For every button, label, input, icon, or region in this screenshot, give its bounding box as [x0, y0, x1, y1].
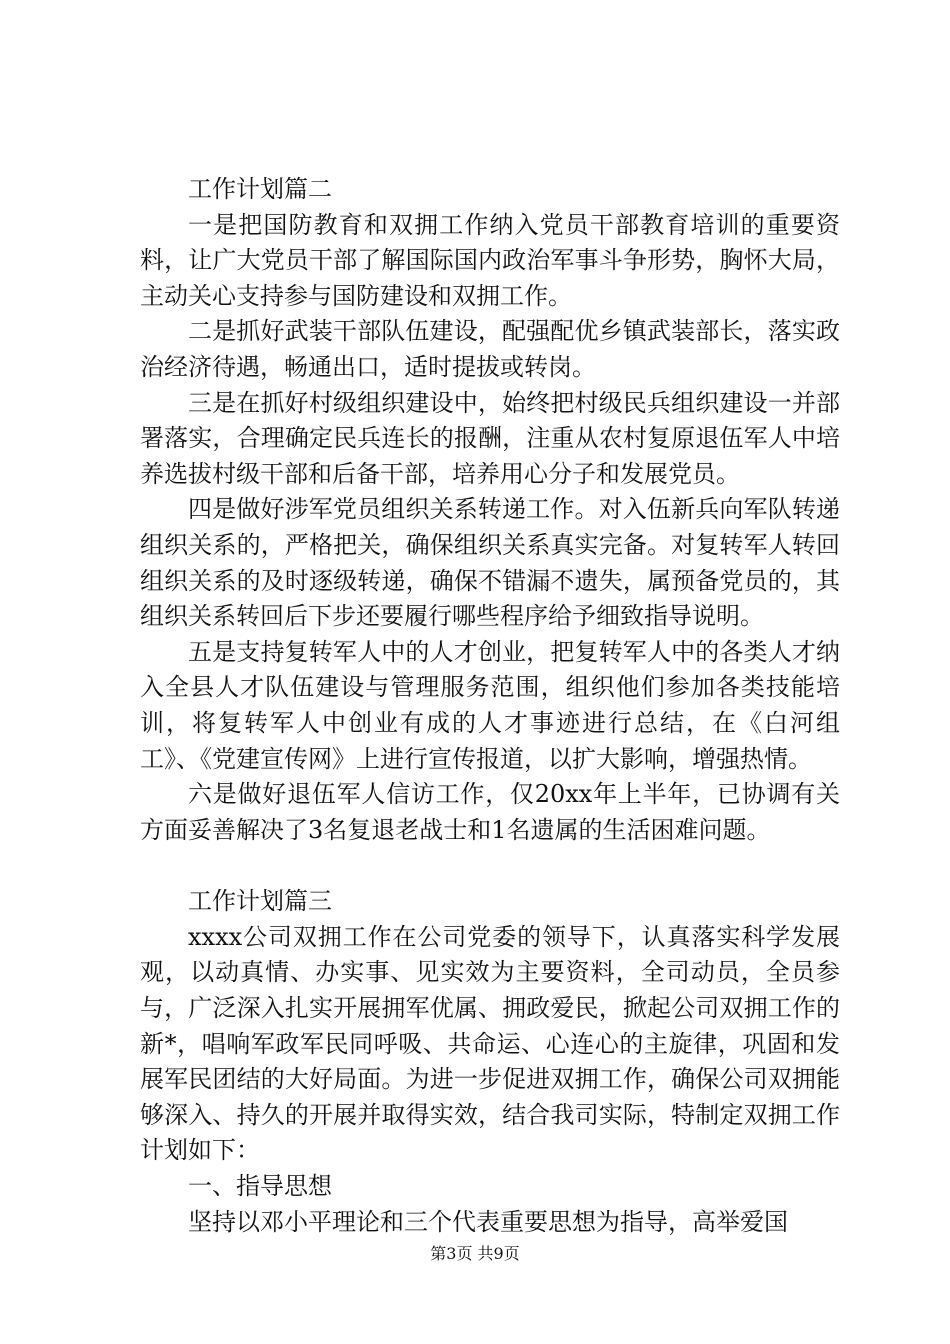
paragraph: xxxx公司双拥工作在公司党委的领导下，认真落实科学发展观，以动真情、办实事、见实效为主要资料，全司动员，全员参与，广泛深入扎实开展拥军优属、拥政爱民，掀起公司双拥工作的新*，唱响军政军民同呼吸、共命运、心连心的主旋律，巩固和发展军民团结的大好局面。为进一步促进双拥工作，确保公司双拥能够深入、持久的开展并取得实效，结合我司实际，特制定双拥工作计划如下：	[140, 922, 840, 1165]
subheading: 一、指导思想	[188, 1172, 332, 1201]
paragraph: 二是抓好武装干部队伍建设，配强配优乡镇武装部长，落实政治经济待遇，畅通出口，适时提拔或转岗。	[140, 317, 840, 381]
section-heading: 工作计划篇二	[188, 175, 332, 203]
page-number-footer: 第3页 共9页	[430, 1244, 520, 1263]
paragraph: 三是在抓好村级组织建设中，始终把村级民兵组织建设一并部署落实，合理确定民兵连长的报酬，注重从农村复原退伍军人中培养选拔村级干部和后备干部，培养用心分子和发展党员。	[140, 388, 840, 488]
document-body	[140, 172, 840, 1240]
paragraph: 坚持以邓小平理论和三个代表重要思想为指导，高举爱国	[188, 1207, 788, 1236]
paragraph: 一是把国防教育和双拥工作纳入党员干部教育培训的重要资料，让广大党员干部了解国际国内政治军事斗争形势，胸怀大局，主动关心支持参与国防建设和双拥工作。	[140, 210, 840, 310]
paragraph: 四是做好涉军党员组织关系转递工作。对入伍新兵向军队转递组织关系的，严格把关，确保组织关系真实完备。对复转军人转回组织关系的及时逐级转递，确保不错漏不遗失，属预备党员的，其组织关系转回后下步还要履行哪些程序给予细致指导说明。	[140, 495, 840, 631]
paragraph: 五是支持复转军人中的人才创业，把复转军人中的各类人才纳入全县人才队伍建设与管理服务范围，组织他们参加各类技能培训，将复转军人中创业有成的人才事迹进行总结，在《白河组工》、《党建宣传网》上进行宣传报道，以扩大影响，增强热情。	[140, 637, 840, 773]
paragraph: 六是做好退伍军人信访工作，仅20xx年上半年，已协调有关方面妥善解决了3名复退老战士和1名遗属的生活困难问题。	[140, 780, 840, 844]
section-heading: 工作计划篇三	[188, 887, 332, 916]
